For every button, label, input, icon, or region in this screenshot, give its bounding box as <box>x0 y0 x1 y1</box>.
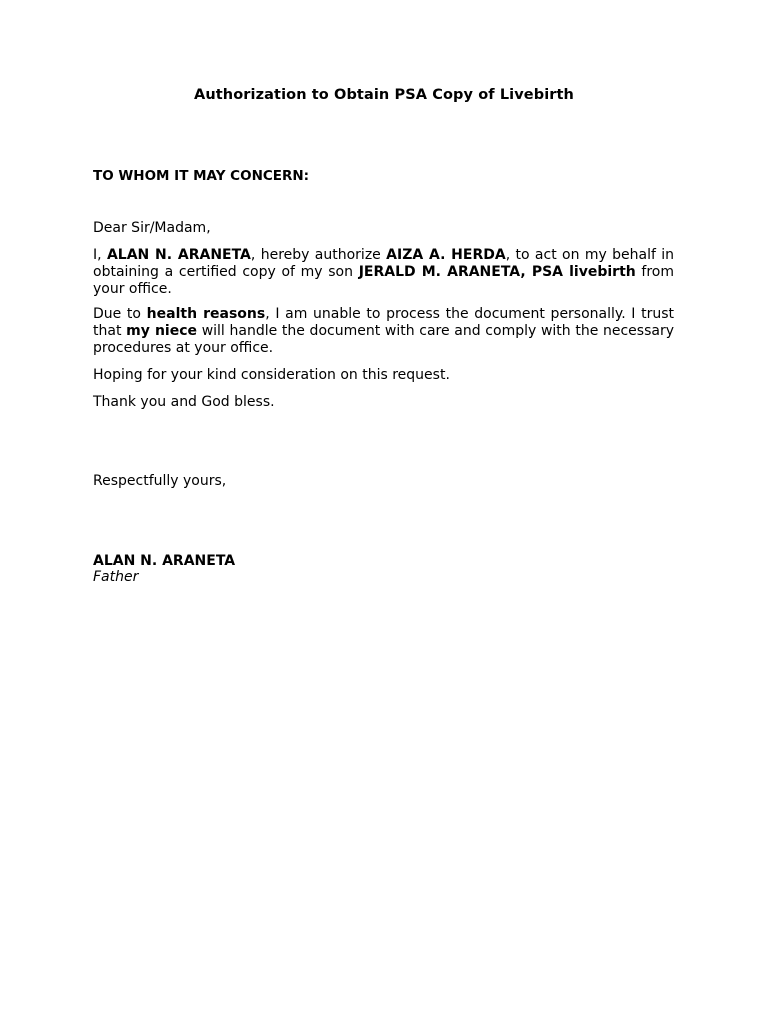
signatory-name: ALAN N. ARANETA <box>93 553 236 569</box>
text-run: , hereby authorize <box>250 247 387 263</box>
paragraph-request: Hoping for your kind consideration on this request. <box>93 367 450 383</box>
text-run: I, <box>93 247 107 263</box>
greeting: Dear Sir/Madam, <box>93 220 211 236</box>
text-run: from your office. <box>93 264 675 297</box>
paragraph-reason <box>93 306 674 357</box>
closing-line: Respectfully yours, <box>93 473 227 489</box>
text-run: , I am unable to process the document personally. I trust that <box>93 306 675 339</box>
document-title: Authorization to Obtain PSA Copy of Livebirth <box>194 87 574 103</box>
text-run: Due to <box>93 306 147 322</box>
relation-emphasis: my niece <box>126 323 198 339</box>
authorized-person-name: AIZA A. HERDA <box>386 247 506 263</box>
signatory-title: Father <box>93 569 139 585</box>
reason-emphasis: health reasons <box>146 306 266 322</box>
authorizer-name: ALAN N. ARANETA <box>106 247 251 263</box>
paragraph-thanks: Thank you and God bless. <box>93 394 275 410</box>
text-run: , to act on my behalf in obtaining a certified copy of my son <box>93 247 675 280</box>
text-run: will handle the document with care and comply with the necessary procedures at your office. <box>93 323 675 356</box>
to-whom-heading: TO WHOM IT MAY CONCERN: <box>93 168 310 184</box>
document-subject: JERALD M. ARANETA, PSA livebirth <box>358 264 636 280</box>
paragraph-authorization <box>93 247 674 298</box>
